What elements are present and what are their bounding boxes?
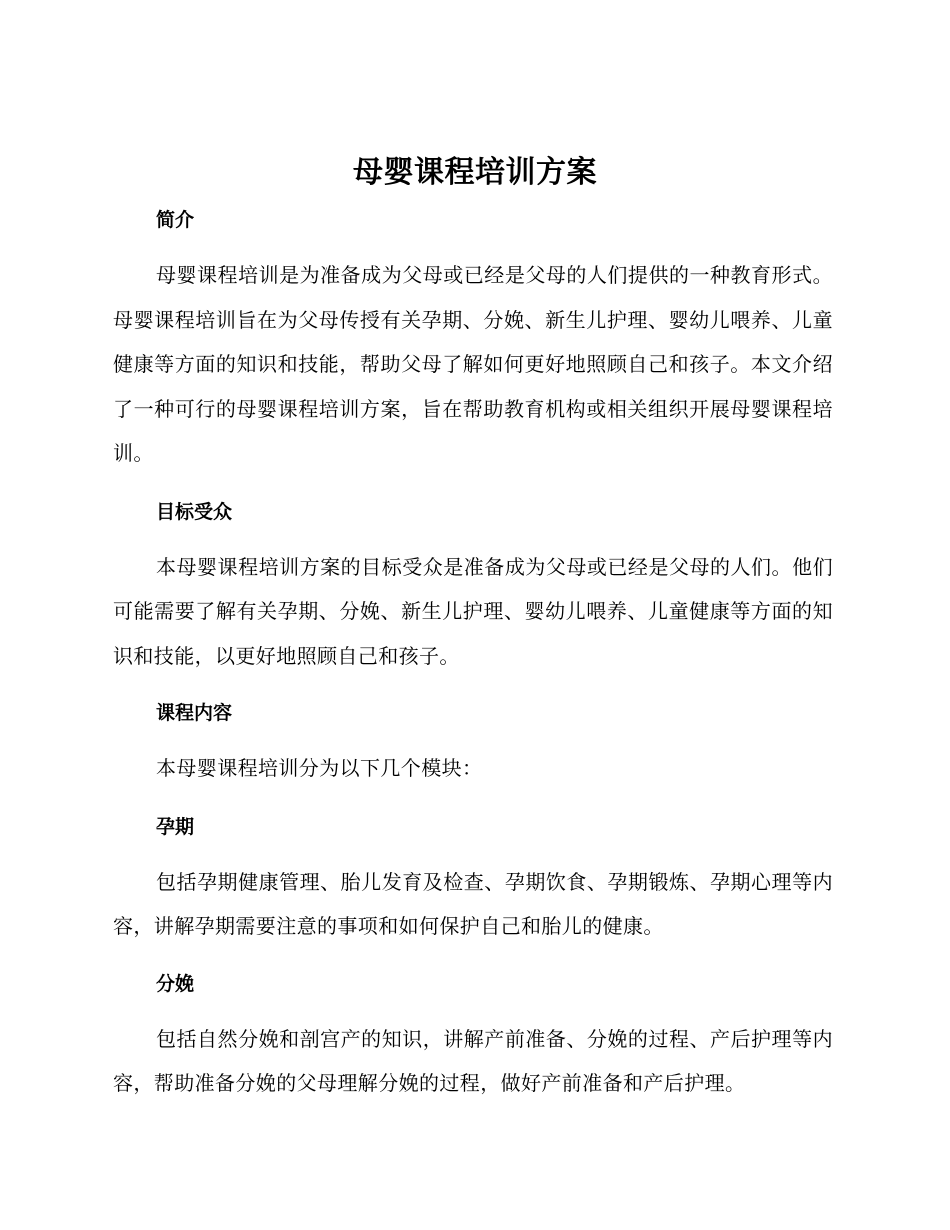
section-paragraph-intro: 母婴课程培训是为准备成为父母或已经是父母的人们提供的一种教育形式。母婴课程培训旨在为父母传授有关孕期、分娩、新生儿护理、婴幼儿喂养、儿童健康等方面的知识和技能，帮助父母了解如何更好地照顾自己和孩子。本文介绍了一种可行的母婴课程培训方案，旨在帮助教育机构或相关组织开展母婴课程培训。 [113,263,833,465]
section-paragraph-audience: 本母婴课程培训方案的目标受众是准备成为父母或已经是父母的人们。他们可能需要了解有关孕期、分娩、新生儿护理、婴幼儿喂养、儿童健康等方面的知识和技能，以更好地照顾自己和孩子。 [113,554,833,668]
section-paragraph-delivery: 包括自然分娩和剖宫产的知识，讲解产前准备、分娩的过程、产后护理等内容，帮助准备分娩的父母理解分娩的过程，做好产前准备和产后护理。 [113,1026,833,1095]
section-heading-intro: 简介 [156,209,195,231]
section-heading-course-content: 课程内容 [156,702,233,724]
section-heading-pregnancy: 孕期 [156,815,195,838]
section-paragraph-course-content: 本母婴课程培训分为以下几个模块： [156,756,483,780]
section-paragraph-pregnancy: 包括孕期健康管理、胎儿发育及检查、孕期饮食、孕期锻炼、孕期心理等内容，讲解孕期需要注意的事项和如何保护自己和胎儿的健康。 [113,869,833,938]
document-title: 母婴课程培训方案 [353,155,597,190]
document-body [113,202,833,1106]
section-heading-delivery: 分娩 [156,972,195,995]
section-heading-audience: 目标受众 [156,500,233,523]
